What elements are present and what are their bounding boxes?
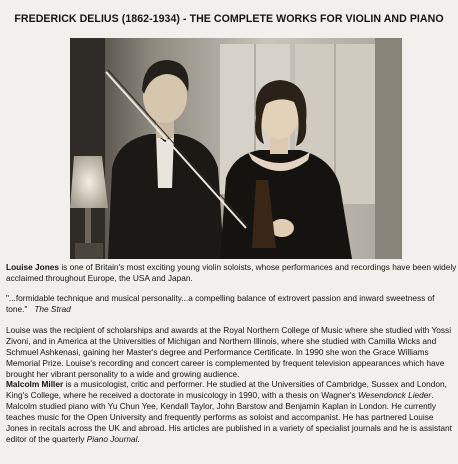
malcolm-line-6 <box>6 434 458 445</box>
malcolm-line-2 <box>6 390 458 401</box>
malcolm-line-1 <box>6 379 458 390</box>
louise-intro-text: is one of Britain's most exciting young violin soloists, whose performances and recordings have been widely <box>59 262 457 272</box>
louise-intro-paragraph <box>6 262 458 284</box>
louise-intro-line-2: acclaimed throughout Europe, the USA and Japan. <box>6 273 193 284</box>
piano-journal-title: Piano Journal <box>86 434 138 445</box>
malcolm-line-5: Jones in recitals across the UK and abroad. His articles are published in a variety of specialist journals and he is assistant <box>6 423 452 434</box>
quote-line-2 <box>6 304 458 315</box>
louise-career-paragraph <box>6 325 458 380</box>
press-quote <box>6 293 458 315</box>
malcolm-line-6-text: editor of the quarterly <box>6 434 87 445</box>
career-line-3: Schmuel Ashkenasi, gaining her Master's degree and Performance Certificate. In 1990 she won the Grace Williams <box>6 347 429 358</box>
malcolm-line-2-end: . <box>431 390 434 401</box>
malcolm-line-2-text: King's College, where he received a doctorate in musicology in 1990, with a thesis on Wagner's <box>6 390 358 401</box>
louise-intro-line-1 <box>6 262 458 273</box>
quote-line-1: "...formidable technique and musical personality...a compelling balance of extrovert passion and inward sweetness of <box>6 293 435 303</box>
page-title: FREDERICK DELIUS (1862-1934) - THE COMPLETE WORKS FOR VIOLIN AND PIANO <box>14 13 444 25</box>
malcolm-name: Malcolm Miller <box>6 379 64 389</box>
career-line-4: Memorial Prize. Louise's recording and concert career is complemented by frequent television appearances which have <box>6 358 445 369</box>
quote-text-end: tone." <box>6 304 28 315</box>
wesendonck-lieder-title: Wesendonck Lieder <box>357 390 432 401</box>
malcolm-line-6-end: . <box>137 434 140 445</box>
malcolm-intro-text: is a musicologist, critic and performer. He studied at the Universities of Cambridge, Sussex and London, <box>63 379 447 389</box>
career-line-5: brought her vibrant personality to a wide and growing audience. <box>6 369 240 380</box>
performers-photo <box>70 38 402 259</box>
quote-source: The Strad <box>34 304 71 315</box>
career-line-1: Louise was the recipient of scholarships and awards at the Royal Northern College of Music where she studied with Yossi <box>6 325 452 335</box>
louise-name: Louise Jones <box>6 262 60 272</box>
malcolm-line-4: teaches music for the Open University and frequently performs as soloist and accompanist. He has partnered Louise <box>6 412 434 423</box>
malcolm-bio-paragraph <box>6 379 458 446</box>
career-line-2: Zivoni, and in America at the Universities of Michigan and Northern Illinois, where she studied with Camilla Wicks and <box>6 336 437 347</box>
malcolm-line-3: Malcolm studied piano with Yu Chun Yee, Kendall Taylor, John Barstow and Benjamin Kaplan in London. He currently <box>6 401 437 412</box>
photo-illustration <box>70 38 402 259</box>
